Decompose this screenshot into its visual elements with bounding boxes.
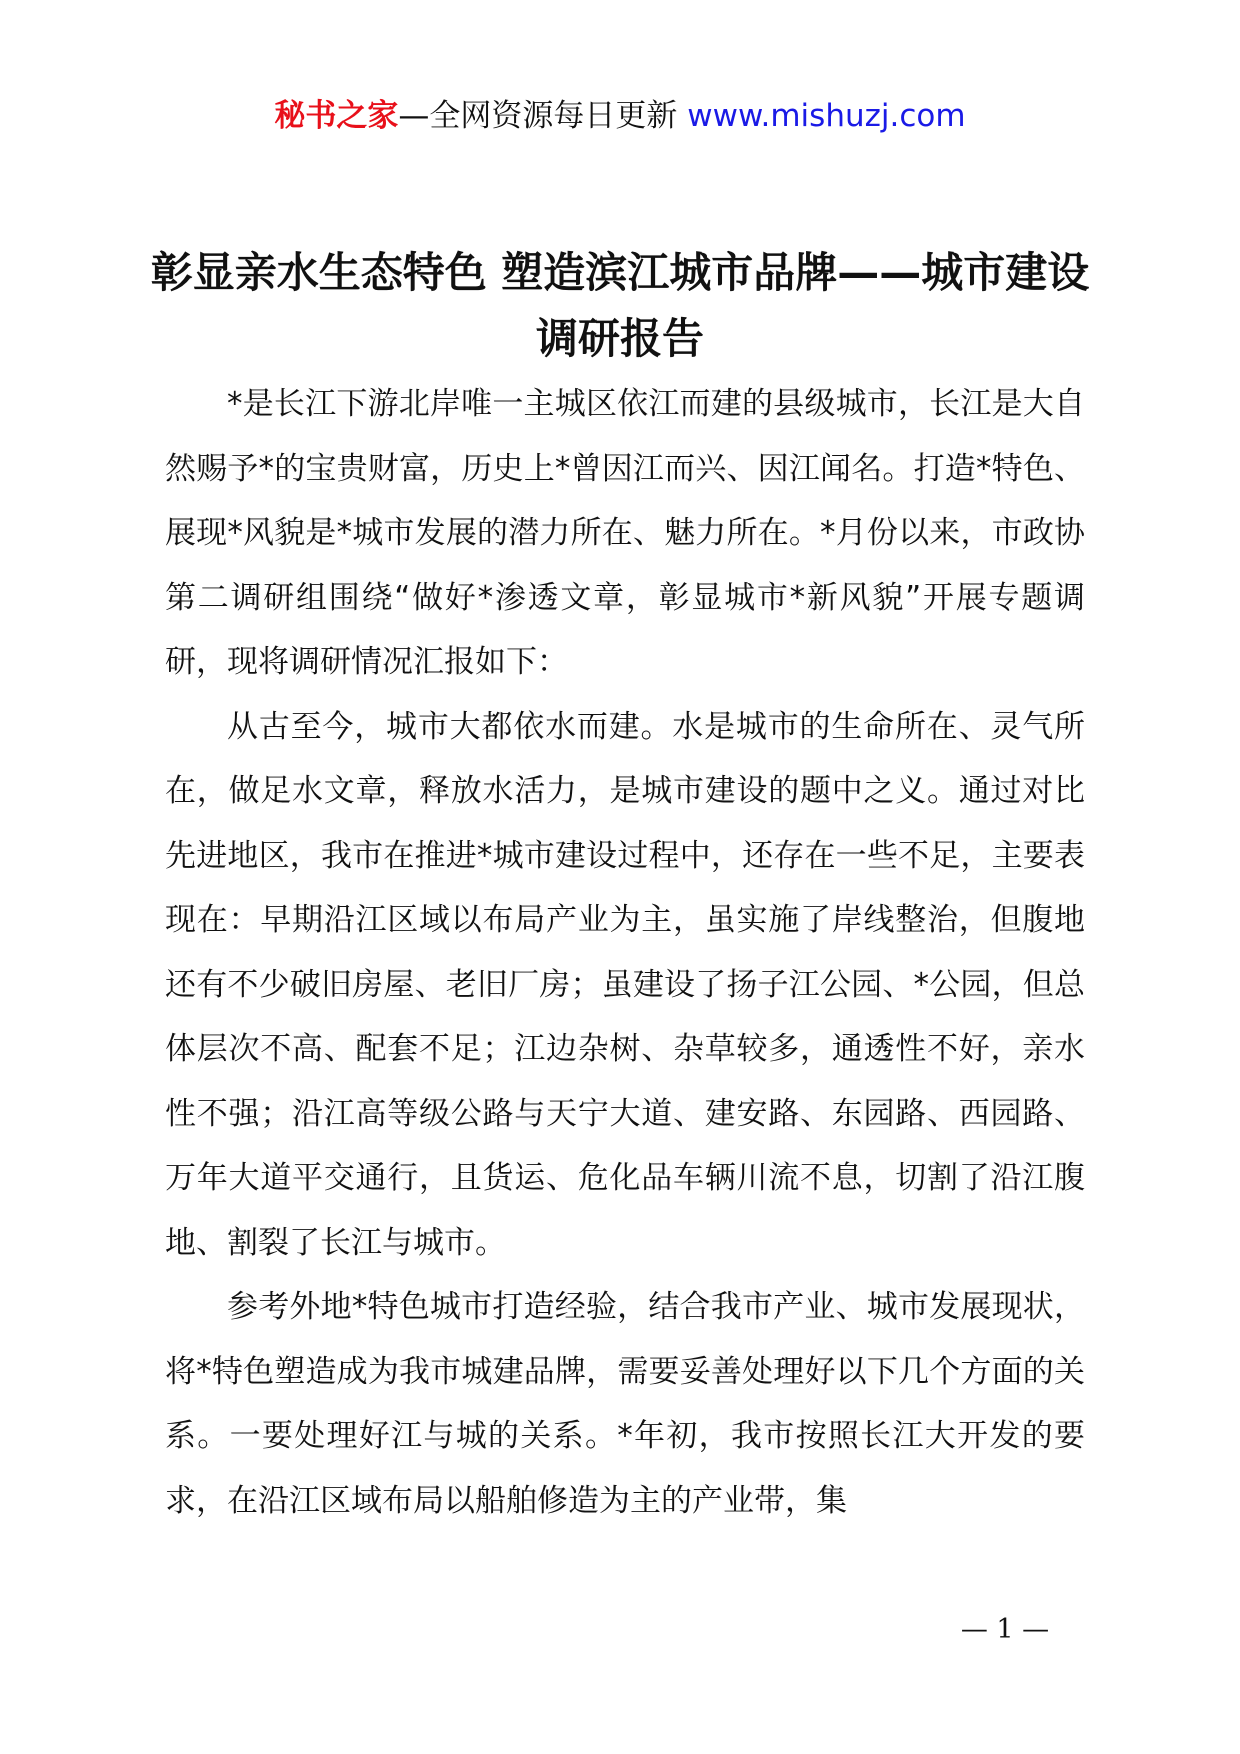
site-brand: 秘书之家: [274, 98, 399, 134]
site-header: [0, 96, 1240, 136]
paragraph-intro: *是长江下游北岸唯一主城区依江而建的县级城市，长江是大自然赐予*的宝贵财富，历史上*曾因江而兴、因江闻名。打造*特色、展现*风貌是*城市发展的潜力所在、魅力所在。*月份以来，市政协第二调研组围绕“做好*渗透文章，彰显城市*新风貌”开展专题调研，现将调研情况汇报如下：: [165, 386, 1085, 680]
site-url-link[interactable]: www.mishuzj.com: [687, 98, 966, 134]
paragraph-relations: 参考外地*特色城市打造经验，结合我市产业、城市发展现状，将*特色塑造成为我市城建品牌，需要妥善处理好以下几个方面的关系。一要处理好江与城的关系。*年初，我市按照长江大开发的要求，在沿江区域布局以船舶修造为主的产业带，集: [165, 1289, 1085, 1519]
site-slogan: —全网资源每日更新: [398, 98, 678, 134]
document-title: 彰显亲水生态特色 塑造滨江城市品牌——城市建设调研报告: [150, 248, 1090, 363]
paragraph-problems: 从古至今，城市大都依水而建。水是城市的生命所在、灵气所在，做足水文章，释放水活力，是城市建设的题中之义。通过对比先进地区，我市在推进*城市建设过程中，还存在一些不足，主要表现在：早期沿江区域以布局产业为主，虽实施了岸线整治，但腹地还有不少破旧房屋、老旧厂房；虽建设了扬子江公园、*公园，但总体层次不高、配套不足；江边杂树、杂草较多，通透性不好，亲水性不强；沿江高等级公路与天宁大道、建安路、东园路、西园路、万年大道平交通行，且货运、危化品车辆川流不息，切割了沿江腹地、割裂了长江与城市。: [165, 708, 1085, 1261]
document-body: [165, 372, 1085, 1533]
page-number: — 1 —: [960, 1614, 1050, 1645]
